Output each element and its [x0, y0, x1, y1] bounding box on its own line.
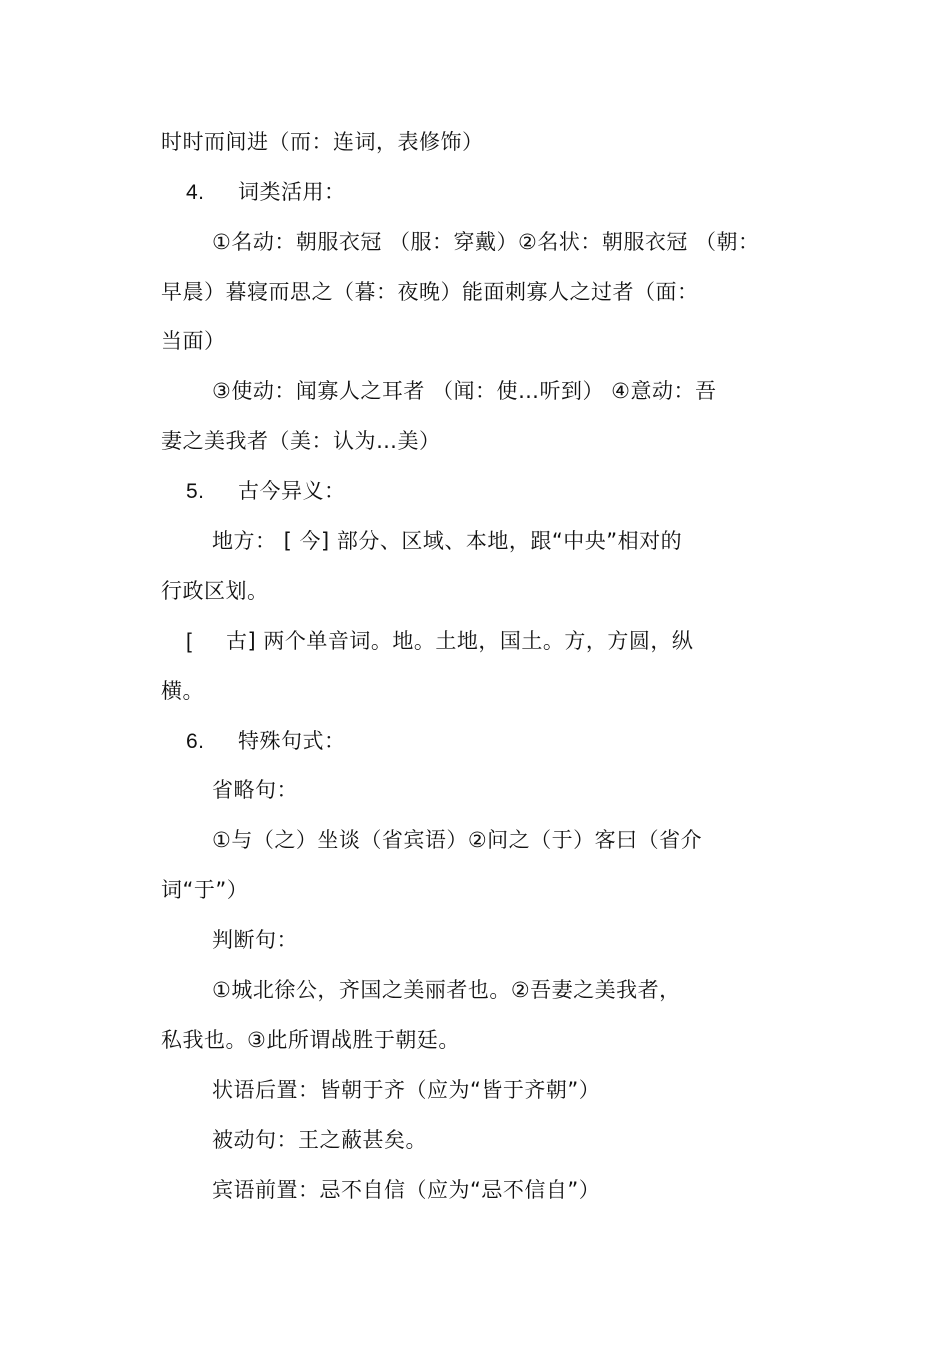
- text-line-1: 时时而间进（而：连词，表修饰）: [161, 130, 484, 154]
- text-line-11: [186, 627, 693, 656]
- text-line-21: 被动句：王之蔽甚矣。: [212, 1128, 427, 1152]
- text-line-19: 私我也。③此所谓战胜于朝廷。: [161, 1028, 460, 1052]
- text-line-17: 判断句：: [212, 928, 298, 952]
- text-line-20: 状语后置：皆朝于齐（应为“皆于齐朝”）: [212, 1078, 601, 1102]
- text-line-4: 早晨）暮寝而思之（暮：夜晚）能面刺寡人之过者（面：: [161, 280, 699, 304]
- text-line-16: 词“于”）: [161, 878, 249, 902]
- text-line-5: 当面）: [161, 329, 226, 353]
- section-heading-4: [186, 178, 346, 207]
- text-line-9: 地方： [ 今] 部分、区域、本地，跟“中央”相对的: [212, 529, 683, 553]
- section-title: 特殊句式：: [238, 729, 346, 753]
- text-content: 古] 两个单音词。地。土地，国土。方，方圆，纵: [226, 629, 694, 653]
- section-number: 6.: [186, 730, 205, 753]
- text-line-18: ①城北徐公，齐国之美丽者也。②吾妻之美我者，: [212, 978, 681, 1002]
- text-line-3: ①名动：朝服衣冠 （服：穿戴）②名状：朝服衣冠 （朝：: [212, 230, 760, 254]
- text-line-15: ①与（之）坐谈（省宾语）②问之（于）客曰（省介: [212, 828, 703, 852]
- text-line-7: 妻之美我者（美：认为…美）: [161, 429, 441, 453]
- section-heading-5: [186, 477, 346, 506]
- section-title: 词类活用：: [238, 180, 346, 204]
- section-number: 4.: [186, 181, 205, 204]
- section-number: 5.: [186, 480, 205, 503]
- open-bracket: [: [186, 630, 193, 653]
- section-title: 古今异义：: [238, 479, 346, 503]
- text-line-12: 横。: [161, 679, 204, 703]
- text-line-6: ③使动：闻寡人之耳者 （闻：使…听到） ④意动：吾: [212, 379, 717, 403]
- section-heading-6: [186, 727, 346, 756]
- text-line-10: 行政区划。: [161, 579, 269, 603]
- text-line-14: 省略句：: [212, 778, 298, 802]
- text-line-22: 宾语前置：忌不自信（应为“忌不信自”）: [212, 1178, 601, 1202]
